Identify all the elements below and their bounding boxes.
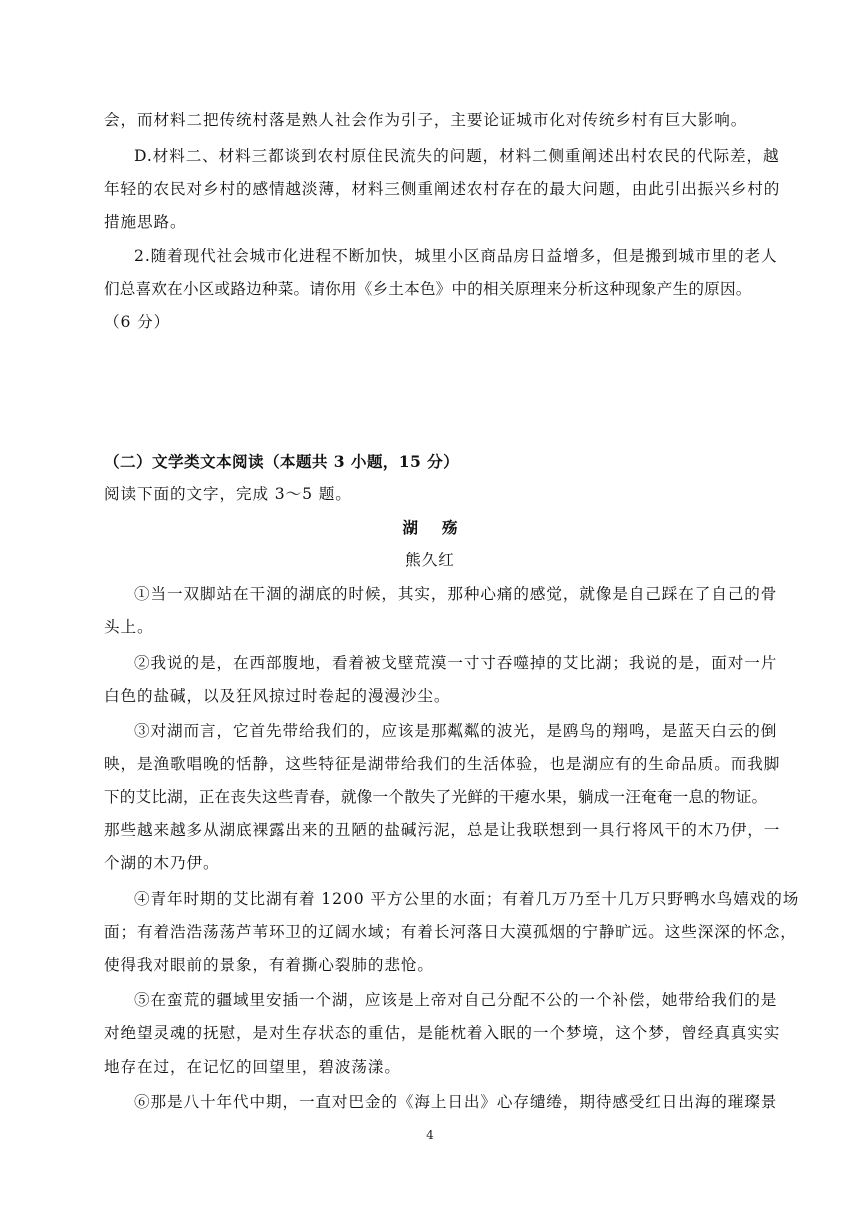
option-d-line: 措施思路。 bbox=[104, 213, 187, 231]
paragraph-line: 下的艾比湖，正在丧失这些青春，就像一个散失了光鲜的干瘪水果，躺成一汪奄奄一息的物证。 bbox=[104, 788, 768, 806]
paragraph-line: ⑤在蛮荒的疆域里安插一个湖，应该是上帝对自己分配不公的一个补偿，她带给我们的是 bbox=[134, 991, 778, 1009]
paragraph-line: 白色的盐碱，以及狂风掠过时卷起的漫漫沙尘。 bbox=[104, 687, 451, 705]
section-heading: （二）文学类文本阅读（本题共 3 小题，15 分） bbox=[104, 452, 460, 471]
paragraph-line: ③对湖而言，它首先带给我们的，应该是那粼粼的波光，是鸥鸟的翔鸣，是蓝天白云的倒 bbox=[134, 722, 778, 740]
question-2-line: 2.随着现代社会城市化进程不断加快，城里小区商品房日益增多，但是搬到城市里的老人 bbox=[134, 247, 778, 265]
paragraph-line: 头上。 bbox=[104, 618, 154, 636]
paragraph-line: ①当一双脚站在干涸的湖底的时候，其实，那种心痛的感觉，就像是自己踩在了自己的骨 bbox=[134, 585, 778, 603]
paragraph-line: 个湖的木乃伊。 bbox=[104, 854, 220, 872]
question-2-line: （6 分） bbox=[104, 313, 171, 331]
paragraph-line: 那些越来越多从湖底裸露出来的丑陋的盐碱污泥，总是让我联想到一具行将风干的木乃伊，一 bbox=[104, 821, 781, 839]
text-line: 会，而材料二把传统村落是熟人社会作为引子，主要论证城市化对传统乡村有巨大影响。 bbox=[104, 111, 748, 129]
essay-author: 熊久红 bbox=[405, 551, 455, 569]
paragraph-line: 面；有着浩浩荡荡芦苇环卫的辽阔水域；有着长河落日大漠孤烟的宁静旷远。这些深深的怀念， bbox=[104, 923, 797, 941]
paragraph-line: 地存在过，在记忆的回望里，碧波荡漾。 bbox=[104, 1058, 401, 1076]
reading-instruction: 阅读下面的文字，完成 3～5 题。 bbox=[104, 485, 352, 503]
option-d-line: 年轻的农民对乡村的感情越淡薄，材料三侧重阐述农村存在的最大问题，由此引出振兴乡村的 bbox=[104, 180, 781, 198]
paragraph-line: 映，是渔歌唱晚的恬静，这些特征是湖带给我们的生活体验，也是湖应有的生命品质。而我脚 bbox=[104, 755, 781, 773]
paragraph-line: 对绝望灵魂的抚慰，是对生存状态的重估，是能枕着入眠的一个梦境，这个梦，曾经真真实实 bbox=[104, 1024, 781, 1042]
paragraph-line: 使得我对眼前的景象，有着撕心裂肺的悲怆。 bbox=[104, 956, 434, 974]
paragraph-line: ②我说的是，在西部腹地，看着被戈壁荒漠一寸寸吞噬掉的艾比湖；我说的是，面对一片 bbox=[134, 654, 778, 672]
essay-title: 湖殇 bbox=[402, 518, 482, 537]
question-2-line: 们总喜欢在小区或路边种菜。请你用《乡土本色》中的相关原理来分析这种现象产生的原因。 bbox=[104, 280, 752, 298]
option-d-line: D.材料二、材料三都谈到农村原住民流失的问题，材料二侧重阐述出村农民的代际差，越 bbox=[134, 147, 780, 165]
paragraph-line: ④青年时期的艾比湖有着 1200 平方公里的水面；有着几万乃至十几万只野鸭水鸟嬉戏的场 bbox=[134, 890, 800, 908]
paragraph-line: ⑥那是八十年代中期，一直对巴金的《海上日出》心存缱绻，期待感受红日出海的璀璨景 bbox=[134, 1093, 778, 1111]
page-number: 4 bbox=[426, 1128, 434, 1142]
